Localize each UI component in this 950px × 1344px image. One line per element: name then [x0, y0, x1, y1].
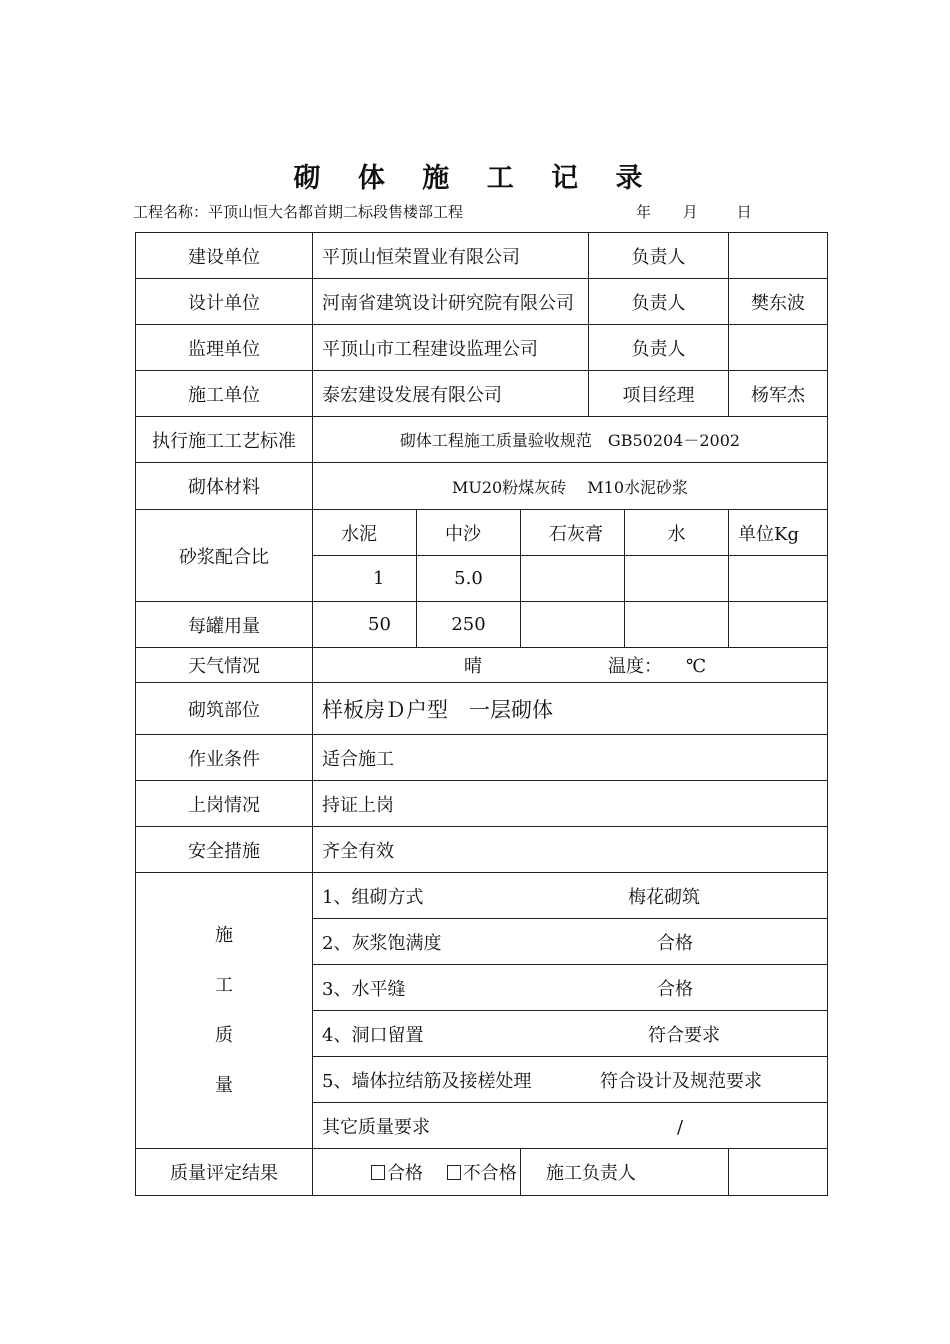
label-material: 砌体材料 — [136, 463, 313, 510]
quality-char-1: 施 — [215, 924, 233, 946]
date-day-label: 日 — [736, 203, 752, 221]
pass-checkbox[interactable] — [371, 1165, 385, 1180]
fail-checkbox[interactable] — [447, 1165, 461, 1180]
row-material — [136, 463, 828, 510]
mortar-header-unit: 单位Kg — [729, 510, 828, 556]
temperature-label: 温度： — [608, 656, 662, 677]
value-location: 样板房Ｄ户型 一层砌体 — [313, 683, 828, 735]
mortar-header-cement: 水泥 — [313, 510, 417, 556]
row-location — [136, 683, 828, 735]
quality-row-1 — [136, 873, 828, 919]
masonry-record-table — [135, 232, 828, 1196]
value-material: MU20粉煤灰砖 M10水泥砂浆 — [313, 463, 828, 510]
quality-item-2: 2、灰浆饱满度 — [322, 932, 442, 954]
value-work-condition: 适合施工 — [313, 735, 828, 781]
quality-result-6: / — [677, 1116, 684, 1138]
label-quality — [136, 873, 313, 1149]
row-standard — [136, 417, 828, 463]
person-build-unit — [729, 233, 828, 279]
value-design-unit: 河南省建筑设计研究院有限公司 — [313, 279, 589, 325]
label-build-unit: 建设单位 — [136, 233, 313, 279]
mortar-value-lime — [521, 556, 625, 602]
row-weather — [136, 648, 828, 683]
date-line — [636, 201, 752, 222]
value-supervise-unit: 平顶山市工程建设监理公司 — [313, 325, 589, 371]
per-tank-unit — [729, 602, 828, 648]
per-tank-sand: 250 — [417, 602, 521, 648]
quality-item-1: 1、组砌方式 — [322, 886, 424, 908]
project-name: 工程名称：平顶山恒大名都首期二标段售楼部工程 — [133, 203, 464, 221]
per-tank-lime — [521, 602, 625, 648]
date-month-label: 月 — [682, 203, 698, 221]
mortar-header-lime: 石灰膏 — [521, 510, 625, 556]
mortar-header-water: 水 — [625, 510, 729, 556]
value-construct-unit: 泰宏建设发展有限公司 — [313, 371, 589, 417]
mortar-value-unit — [729, 556, 828, 602]
quality-result-4: 符合要求 — [648, 1024, 720, 1046]
row-per-tank — [136, 602, 828, 648]
role-construct-unit: 项目经理 — [589, 371, 729, 417]
quality-char-4: 量 — [215, 1074, 233, 1096]
quality-char-2: 工 — [215, 974, 233, 996]
value-standard: 砌体工程施工质量验收规范 GB50204－2002 — [313, 417, 828, 463]
role-build-unit: 负责人 — [589, 233, 729, 279]
quality-item-3: 3、水平缝 — [322, 978, 406, 1000]
label-on-duty: 上岗情况 — [136, 781, 313, 827]
evaluation-options — [313, 1149, 521, 1196]
quality-item-4: 4、洞口留置 — [322, 1024, 424, 1046]
label-design-unit: 设计单位 — [136, 279, 313, 325]
label-safety: 安全措施 — [136, 827, 313, 873]
label-standard: 执行施工工艺标准 — [136, 417, 313, 463]
quality-result-3: 合格 — [657, 978, 693, 1000]
mortar-header-sand: 中沙 — [417, 510, 521, 556]
person-evaluation — [729, 1149, 828, 1196]
quality-item-5: 5、墙体拉结筋及接槎处理 — [322, 1070, 532, 1092]
quality-char-3: 质 — [215, 1024, 233, 1046]
mortar-value-sand: 5.0 — [417, 556, 521, 602]
role-design-unit: 负责人 — [589, 279, 729, 325]
person-supervise-unit — [729, 325, 828, 371]
per-tank-cement: 50 — [313, 602, 417, 648]
per-tank-water — [625, 602, 729, 648]
quality-result-2: 合格 — [657, 932, 693, 954]
row-supervise-unit — [136, 325, 828, 371]
page-title: 砌 体 施 工 记 录 — [293, 163, 657, 194]
weather-cell — [313, 648, 828, 683]
quality-result-1: 梅花砌筑 — [628, 886, 700, 908]
temperature-unit: ℃ — [686, 656, 707, 677]
label-location: 砌筑部位 — [136, 683, 313, 735]
row-on-duty — [136, 781, 828, 827]
label-weather: 天气情况 — [136, 648, 313, 683]
role-supervise-unit: 负责人 — [589, 325, 729, 371]
date-year-label: 年 — [636, 203, 652, 221]
person-design-unit: 樊东波 — [729, 279, 828, 325]
pass-label: 合格 — [387, 1163, 423, 1184]
row-evaluation — [136, 1149, 828, 1196]
role-evaluation: 施工负责人 — [521, 1149, 729, 1196]
row-mortar-headers — [136, 510, 828, 556]
label-work-condition: 作业条件 — [136, 735, 313, 781]
label-evaluation: 质量评定结果 — [136, 1149, 313, 1196]
person-construct-unit: 杨军杰 — [729, 371, 828, 417]
label-per-tank: 每罐用量 — [136, 602, 313, 648]
value-build-unit: 平顶山恒荣置业有限公司 — [313, 233, 589, 279]
row-design-unit — [136, 279, 828, 325]
row-construct-unit — [136, 371, 828, 417]
label-mortar-ratio: 砂浆配合比 — [136, 510, 313, 602]
row-safety — [136, 827, 828, 873]
quality-result-5: 符合设计及规范要求 — [600, 1070, 762, 1092]
weather-value: 晴 — [464, 656, 482, 677]
row-work-condition — [136, 735, 828, 781]
value-on-duty: 持证上岗 — [313, 781, 828, 827]
value-safety: 齐全有效 — [313, 827, 828, 873]
label-construct-unit: 施工单位 — [136, 371, 313, 417]
row-build-unit — [136, 233, 828, 279]
label-supervise-unit: 监理单位 — [136, 325, 313, 371]
mortar-value-cement: 1 — [313, 556, 417, 602]
mortar-value-water — [625, 556, 729, 602]
quality-item-6: 其它质量要求 — [322, 1116, 430, 1138]
fail-label: 不合格 — [462, 1163, 517, 1184]
